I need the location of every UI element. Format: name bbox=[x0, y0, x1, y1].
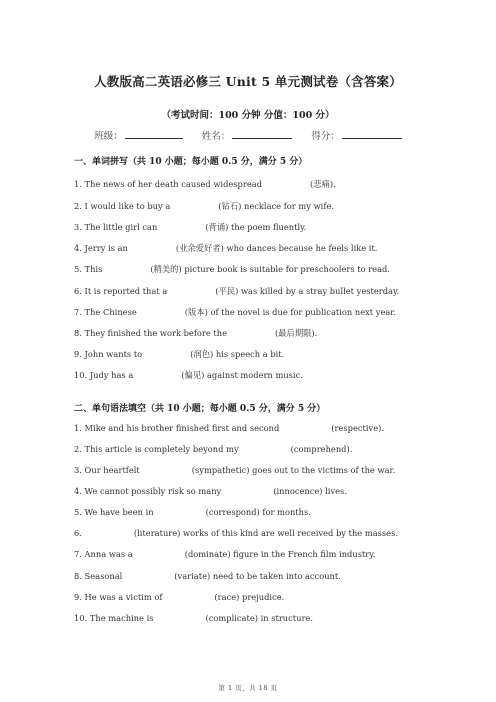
s2-q3-after: (sympathetic) goes out to the victims of the war. bbox=[191, 465, 396, 475]
s2-q3-before: 3. Our heartfelt bbox=[74, 465, 140, 475]
s1-q9-after: (润色) his speech a bit. bbox=[190, 349, 285, 359]
s1-question bbox=[74, 306, 396, 318]
s2-q1-after: (respective). bbox=[331, 423, 384, 433]
score-label: 得分： bbox=[311, 131, 340, 142]
s2-q7-after: (dominate) figure in the French film industry. bbox=[184, 549, 376, 559]
s2-q2-before: 2. This article is completely beyond my bbox=[74, 444, 239, 454]
s1-q9-before: 9. John wants to bbox=[74, 349, 143, 359]
s2-q7-before: 7. Anna was a bbox=[74, 549, 133, 559]
s1-q8-after: (最后期限). bbox=[275, 328, 318, 338]
page-number: 第 1 页，共 18 页 bbox=[218, 684, 278, 692]
s2-question bbox=[74, 571, 341, 581]
s2-q1-before: 1. Mike and his brother finished first and second bbox=[74, 423, 280, 433]
s2-question bbox=[74, 486, 347, 496]
s2-question bbox=[74, 613, 313, 623]
s1-q1-after: (悲痛). bbox=[310, 179, 336, 189]
s2-question bbox=[74, 528, 398, 538]
s2-q4-after: (innocence) lives. bbox=[273, 486, 347, 496]
s1-q3-before: 3. The little girl can bbox=[74, 222, 158, 232]
score-field bbox=[311, 128, 402, 142]
s1-q5-after: (精美的) picture book is suitable for preschoolers to read. bbox=[150, 264, 390, 274]
s2-question bbox=[74, 444, 352, 454]
s1-q5-before: 5. This bbox=[74, 264, 103, 274]
s2-q5-after: (correspond) for months. bbox=[205, 507, 311, 517]
s2-q2-after: (comprehend). bbox=[290, 444, 353, 454]
s1-q2-before: 2. I would like to buy a bbox=[74, 201, 171, 211]
s1-q3-after: (背诵) the poem fluently. bbox=[205, 222, 307, 232]
class-label: 班级： bbox=[94, 131, 123, 142]
section-1-heading: 一、单词拼写（共 10 小题；每小题 0.5 分，满分 5 分） bbox=[74, 157, 308, 167]
s1-q4-before: 4. Jerry is an bbox=[74, 243, 128, 253]
exam-meta: （考试时间：100 分钟 分值：100 分） bbox=[161, 110, 335, 121]
s2-q10-after: (complicate) in structure. bbox=[205, 613, 313, 623]
class-field bbox=[94, 128, 183, 142]
score-blank bbox=[342, 129, 402, 139]
s1-question bbox=[74, 242, 377, 254]
s1-q8-before: 8. They finished the work before the bbox=[74, 328, 227, 338]
s1-question bbox=[74, 200, 334, 212]
s2-q4-before: 4. We cannot possibly risk so many bbox=[74, 486, 222, 496]
s1-question bbox=[74, 348, 284, 360]
s1-q6-before: 6. It is reported that a bbox=[74, 286, 168, 296]
s1-question bbox=[74, 369, 303, 381]
s2-question bbox=[74, 507, 311, 517]
s2-q8-after: (variate) need to be taken into account. bbox=[174, 571, 341, 581]
name-label: 姓名： bbox=[201, 131, 231, 142]
s2-q8-before: 8. Seasonal bbox=[74, 571, 123, 581]
s2-q10-before: 10. The machine is bbox=[74, 613, 154, 623]
s1-q6-after: (平民) was killed by a stray bullet yesterday. bbox=[215, 286, 400, 296]
s1-q1-before: 1. The news of her death caused widespread bbox=[74, 179, 263, 189]
s2-q6-before: 6. bbox=[74, 528, 82, 538]
page-title: 人教版高二英语必修三 Unit 5 单元测试卷（含答案） bbox=[94, 74, 402, 89]
s2-q9-before: 9. He was a victim of bbox=[74, 592, 163, 602]
s2-q5-before: 5. We have been in bbox=[74, 507, 154, 517]
student-info-line bbox=[0, 128, 496, 142]
s1-q2-after: (钻石) necklace for my wife. bbox=[218, 201, 334, 211]
s2-question bbox=[74, 549, 375, 559]
name-blank bbox=[232, 129, 292, 139]
s1-question bbox=[74, 263, 390, 275]
s1-q10-after: (偏见) against modern music. bbox=[181, 370, 303, 380]
s1-question bbox=[74, 327, 317, 339]
s1-q7-before: 7. The Chinese bbox=[74, 307, 137, 317]
name-field bbox=[202, 128, 293, 142]
section-2-heading: 二、单句语法填空（共 10 小题；每小题 0.5 分，满分 5 分） bbox=[74, 404, 326, 414]
s2-q6-after: (literature) works of this kind are well received by the masses. bbox=[133, 528, 398, 538]
s2-question bbox=[74, 465, 395, 475]
s1-q4-after: (业余爱好者) who dances because he feels like it. bbox=[175, 243, 378, 253]
s1-q10-before: 10. Judy has a bbox=[74, 370, 134, 380]
s2-q9-after: (race) prejudice. bbox=[214, 592, 285, 602]
class-blank bbox=[125, 129, 183, 139]
s1-question bbox=[74, 285, 399, 297]
s1-question bbox=[74, 178, 336, 190]
s1-question bbox=[74, 221, 306, 233]
s1-q7-after: (版本) of the novel is due for publication next year. bbox=[184, 307, 397, 317]
s2-question bbox=[74, 423, 384, 433]
s2-question bbox=[74, 592, 284, 602]
